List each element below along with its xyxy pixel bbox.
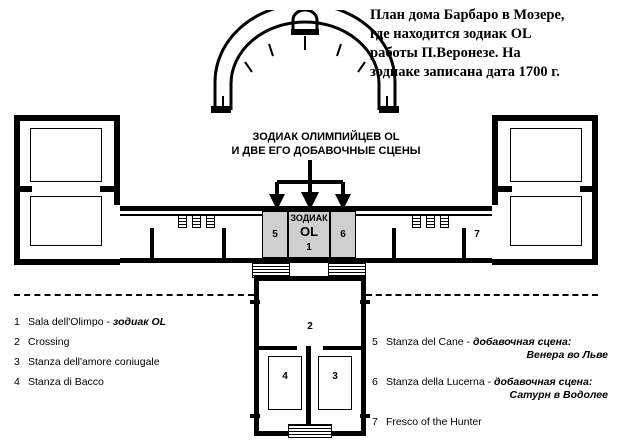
legend-right — [372, 336, 612, 436]
pier-left-2 — [192, 214, 201, 228]
zodiac-label: ЗОДИАК — [290, 213, 328, 223]
wall-right-pier-a — [492, 186, 512, 192]
niche-east-1 — [360, 300, 370, 304]
legend-num-4: 4 — [14, 376, 20, 388]
room-number-7: 7 — [474, 228, 480, 240]
niche-west-1 — [250, 300, 260, 304]
zodiac-annotation — [196, 130, 456, 158]
wall-south-div-right — [323, 346, 361, 350]
entry-stair — [288, 424, 332, 438]
legend-text-5-emph: добавочная сцена: — [472, 336, 572, 348]
room-number-1: 1 — [306, 241, 312, 253]
legend-left — [14, 316, 234, 396]
niche-east-2 — [360, 414, 370, 418]
room-right-upper — [510, 128, 582, 182]
pier-right-1 — [412, 214, 421, 228]
wall-south-div-left — [259, 346, 297, 350]
legend-item-4 — [14, 376, 234, 389]
title-line-2: где находится зодиак OL — [370, 26, 532, 42]
dashed-line-right — [366, 294, 598, 296]
legend-text-4: Stanza di Bacco — [28, 376, 104, 388]
legend-item-2 — [14, 336, 234, 349]
annotation-line-2: И ДВЕ ЕГО ДОБАВОЧНЫЕ СЦЕНЫ — [231, 145, 421, 157]
legend-text-5 — [386, 336, 612, 362]
wall-south-center-spine — [306, 346, 311, 432]
room-number-6: 6 — [340, 228, 346, 240]
legend-text-5-main: Stanza del Cane - — [386, 336, 473, 348]
legend-text-3: Stanza dell'amore coniugale — [28, 356, 160, 368]
legend-item-5 — [372, 336, 612, 362]
wall-gallery-div-2 — [222, 228, 226, 258]
legend-text-7: Fresco of the Hunter — [386, 416, 482, 428]
wall-left-pier-a — [14, 186, 32, 192]
pier-right-2 — [426, 214, 435, 228]
annotation-line-1: ЗОДИАК ОЛИМПИЙЦЕВ OL — [252, 131, 400, 143]
legend-item-3 — [14, 356, 234, 369]
legend-text-1 — [28, 316, 234, 329]
wall-left-wing-top — [14, 115, 120, 121]
wall-left-pier-b — [100, 186, 120, 192]
legend-item-7 — [372, 416, 612, 429]
room-number-2: 2 — [307, 320, 313, 332]
pier-left-1 — [178, 214, 187, 228]
title-line-3: работы П.Веронезе. На — [370, 45, 521, 61]
room-number-5: 5 — [272, 228, 278, 240]
legend-text-1-main: Sala dell'Olimpo - — [28, 316, 113, 328]
legend-text-1-emph: зодиак OL — [112, 316, 167, 328]
apse-structure — [205, 10, 405, 115]
diagram-title — [370, 6, 616, 82]
legend-num-3: 3 — [14, 356, 20, 368]
dashed-line-left — [14, 294, 254, 296]
room-number-3: 3 — [332, 370, 338, 382]
wall-gallery-div-1 — [150, 228, 154, 258]
wall-right-pier-b — [580, 186, 598, 192]
legend-item-1 — [14, 316, 234, 329]
legend-num-2: 2 — [14, 336, 20, 348]
zodiac-code: OL — [299, 224, 319, 239]
legend-text-6-main: Stanza della Lucerna - — [386, 376, 494, 388]
room-number-4: 4 — [282, 370, 288, 382]
legend-text-5-sub: Венера во Льве — [526, 349, 608, 361]
legend-item-6 — [372, 376, 612, 402]
legend-text-6 — [386, 376, 612, 402]
wall-right-wing-bottom — [492, 259, 598, 265]
legend-text-6-sub: Сатурн в Водолее — [509, 389, 608, 401]
legend-num-5: 5 — [372, 336, 378, 348]
wall-gallery-bottom — [120, 258, 492, 263]
room-right-lower — [510, 196, 582, 246]
pier-right-3 — [440, 214, 449, 228]
wall-gallery-div-3 — [392, 228, 396, 258]
legend-num-6: 6 — [372, 376, 378, 388]
wall-right-wing-top — [492, 115, 598, 121]
legend-num-1: 1 — [14, 316, 20, 328]
title-line-4: зодиаке записана дата 1700 г. — [370, 64, 560, 80]
legend-text-2: Crossing — [28, 336, 70, 348]
wall-south-top — [254, 276, 366, 281]
title-line-1: План дома Барбаро в Мозере, — [370, 7, 565, 23]
niche-west-2 — [250, 414, 260, 418]
legend-num-7: 7 — [372, 416, 378, 428]
wall-left-wing-bottom — [14, 259, 120, 265]
legend-text-6-emph: добавочная сцена: — [493, 376, 593, 388]
room-left-lower — [30, 196, 102, 246]
room-left-upper — [30, 128, 102, 182]
pier-left-3 — [206, 214, 215, 228]
